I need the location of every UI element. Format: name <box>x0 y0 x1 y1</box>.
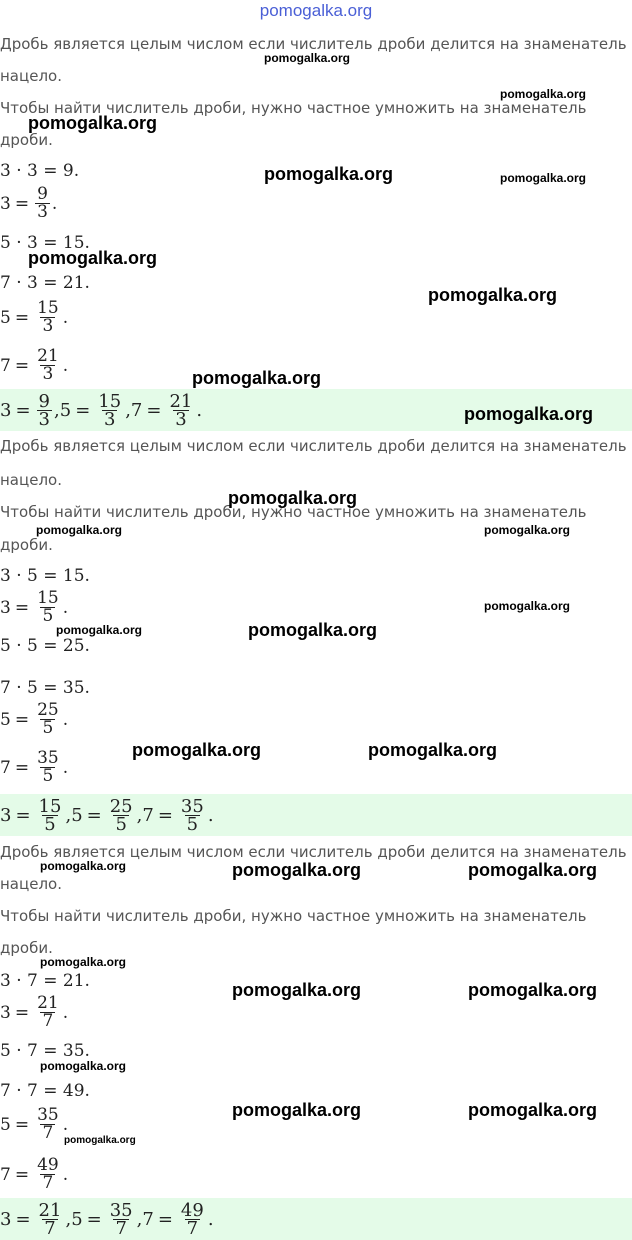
fraction-equation: 5 = $\frac{15}{3}$ . <box>0 298 69 336</box>
product-equation: 5 · 7 = 35. <box>0 1041 90 1061</box>
fraction-equation: 7 = $\frac{35}{5}$ . <box>0 748 69 786</box>
watermark-text: pomogalka.org <box>500 171 587 185</box>
product-equation: 5 · 3 = 15. <box>0 233 90 253</box>
watermark-text: pomogalka.org <box>64 1135 136 1146</box>
watermark-text: pomogalka.org <box>468 980 598 1000</box>
answer-highlight <box>0 1198 632 1240</box>
rule-text-line: Дробь является целым числом если числитель дроби делится на знаменатель <box>0 843 627 861</box>
fraction: $\frac{21}{3}$ <box>169 390 193 430</box>
rule-text-line: нацело. <box>0 471 62 489</box>
watermark-text: pomogalka.org <box>28 113 158 133</box>
product-equation: 7 · 5 = 35. <box>0 678 90 698</box>
watermark-text: pomogalka.org <box>500 87 587 101</box>
fraction: $\frac{21}{7}$ <box>37 993 59 1031</box>
product-equation: 3 · 5 = 15. <box>0 566 90 586</box>
product-equation: 7 · 7 = 49. <box>0 1081 90 1101</box>
watermark-text: pomogalka.org <box>248 620 378 640</box>
fraction-equation: 5 = $\frac{25}{5}$ . <box>0 700 69 738</box>
answer-highlight <box>0 794 632 836</box>
watermark-text: pomogalka.org <box>468 1100 598 1120</box>
fraction-equation: 3 = $\frac{15}{5}$ . <box>0 588 69 626</box>
watermark-text: pomogalka.org <box>264 164 394 184</box>
fraction-equation: 3 = $\frac{21}{7}$ . <box>0 993 69 1031</box>
product-equation: 7 · 3 = 21. <box>0 273 90 293</box>
solution-block-3 <box>0 837 632 1240</box>
watermark-text: pomogalka.org <box>228 488 358 508</box>
answer-equation: 3 = $\frac{9}{3}$ , 5 = $\frac{15}{3}$ , 7 = $\frac{21}{3}$ . <box>0 390 203 430</box>
product-equation: 3 · 7 = 21. <box>0 971 90 991</box>
fraction: $\frac{25}{5}$ <box>109 795 133 835</box>
watermark-text: pomogalka.org <box>132 740 262 760</box>
fraction: $\frac{49}{7}$ <box>180 1199 204 1239</box>
fraction: $\frac{15}{5}$ <box>38 795 62 835</box>
fraction-equation: 5 = $\frac{35}{7}$ . <box>0 1105 69 1143</box>
fraction: $\frac{9}{3}$ <box>38 390 50 430</box>
fraction: $\frac{35}{7}$ <box>109 1199 133 1239</box>
rule-text-line: Чтобы найти числитель дроби, нужно частное умножить на знаменатель <box>0 907 587 925</box>
fraction: $\frac{15}{5}$ <box>37 588 59 626</box>
fraction: $\frac{49}{7}$ <box>37 1155 59 1193</box>
rule-text-line: дроби. <box>0 131 53 149</box>
watermark-text: pomogalka.org <box>40 859 127 873</box>
fraction-equation: 3 = $\frac{9}{3}$ . <box>0 184 58 222</box>
fraction: $\frac{15}{3}$ <box>37 298 59 336</box>
watermark-text: pomogalka.org <box>28 248 158 268</box>
watermark-text: pomogalka.org <box>484 599 571 613</box>
fraction: $\frac{25}{5}$ <box>37 700 59 738</box>
answer-equation: 3 = $\frac{21}{7}$ , 5 = $\frac{35}{7}$ , 7 = $\frac{49}{7}$ . <box>0 1199 214 1239</box>
fraction-equation: 7 = $\frac{49}{7}$ . <box>0 1155 69 1193</box>
product-equation: 3 · 3 = 9. <box>0 161 80 181</box>
rule-text-line: нацело. <box>0 67 62 85</box>
watermark-text: pomogalka.org <box>232 980 362 1000</box>
fraction: $\frac{21}{3}$ <box>37 346 59 384</box>
watermark-text: pomogalka.org <box>464 404 594 424</box>
answer-equation: 3 = $\frac{15}{5}$ , 5 = $\frac{25}{5}$ , 7 = $\frac{35}{5}$ . <box>0 795 214 835</box>
watermark-text: pomogalka.org <box>40 955 127 969</box>
watermark-text: pomogalka.org <box>232 860 362 880</box>
watermark-text: pomogalka.org <box>468 860 598 880</box>
watermark-text: pomogalka.org <box>368 740 498 760</box>
fraction: $\frac{35}{7}$ <box>37 1105 59 1143</box>
rule-text-line: дроби. <box>0 536 53 554</box>
rule-text-line: Дробь является целым числом если числитель дроби делится на знаменатель <box>0 35 627 53</box>
watermark-text: pomogalka.org <box>56 623 143 637</box>
watermark-text: pomogalka.org <box>428 285 558 305</box>
watermark-text: pomogalka.org <box>264 51 351 65</box>
rule-text-line: Чтобы найти числитель дроби, нужно частное умножить на знаменатель <box>0 503 587 521</box>
watermark-text: pomogalka.org <box>484 523 571 537</box>
watermark-text: pomogalka.org <box>232 1100 362 1120</box>
fraction: $\frac{35}{5}$ <box>180 795 204 835</box>
fraction: $\frac{21}{7}$ <box>38 1199 62 1239</box>
rule-text-line: нацело. <box>0 875 62 893</box>
rule-text-line: дроби. <box>0 939 53 957</box>
fraction: $\frac{35}{5}$ <box>37 748 59 786</box>
product-equation: 5 · 5 = 25. <box>0 636 90 656</box>
site-logo[interactable]: pomogalka.org <box>259 1 373 20</box>
fraction-equation: 7 = $\frac{21}{3}$ . <box>0 346 69 384</box>
fraction: $\frac{15}{3}$ <box>98 390 122 430</box>
watermark-text: pomogalka.org <box>40 1059 127 1073</box>
rule-text-line: Дробь является целым числом если числитель дроби делится на знаменатель <box>0 437 627 455</box>
fraction: $\frac{9}{3}$ <box>37 184 48 222</box>
watermark-text: pomogalka.org <box>192 368 322 388</box>
rule-text-line: Чтобы найти числитель дроби, нужно частное умножить на знаменатель <box>0 99 587 117</box>
watermark-text: pomogalka.org <box>36 523 123 537</box>
